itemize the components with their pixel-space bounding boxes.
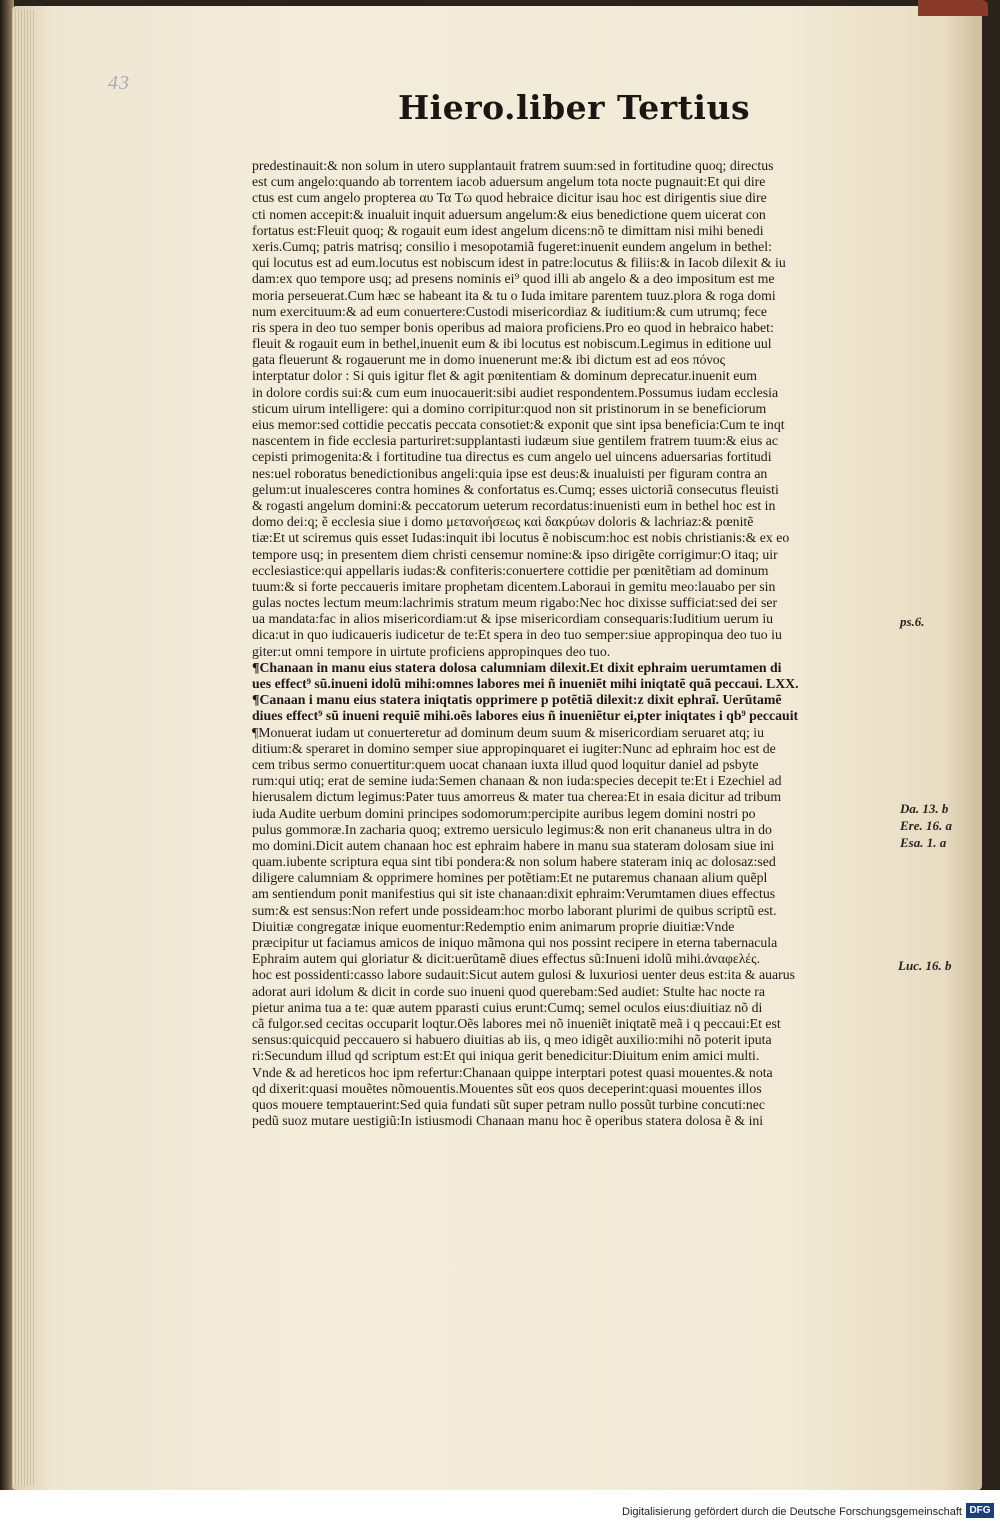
text-line: fortatus est:Fleuit quoq; & rogauit eum idest angelum dicens:nõ te dimittam nisi mihi benedi: [252, 222, 764, 238]
text-line: eius memor:sed cottidie peccatis peccata consotiet:& exponit que sint ipsa beneficia:Cum te inqt: [252, 417, 785, 432]
text-line: ¶Canaan i manu eius statera iniqtatis opprimere p potẽtiã dilexit:z dixit ephraĩ. Uerũtamẽ: [252, 692, 782, 708]
text-line: est cum angelo:quando ab torrentem iacob aduersum angelum tota nocte pugnauit:Et qui dire: [252, 174, 766, 190]
text-line: ¶Chanaan in manu eius statera dolosa calumniam dilexit.Et dixit ephraim uerumtamen di: [252, 659, 782, 675]
text-line: gulas noctes lectum meum:lachrimis stratum meum rigabo:Nec hoc dixisse sufficiat:sed dei ser: [252, 595, 778, 611]
text-line: predestinauit:& non solum in utero supplantauit fratrem suum:sed in fortitudine quoq; directus: [252, 158, 774, 173]
margin-note-ps6: ps.6.: [900, 614, 925, 629]
text-line: am sentiendum ponit manifestius qui sit iste chanaan:dixit ephraim:Verumtamen diues effectus: [252, 886, 776, 902]
text-line: pietur anima tua a te: quæ autem pparasti cuius erunt:Cumq; semel oculos eius:diuitiaz nõ di: [252, 999, 763, 1015]
text-line: ctus est cum angelo propterea αυ Τα Τω quod hebraice dicitur isau hoc est dirigentis siue dire: [252, 190, 767, 206]
margin-note-ezechiel: Ere. 16. a: [900, 818, 952, 833]
text-line: gelum:ut inualesceres contra homines & confortatus es.Cumq; esses uictoriã consecutus fleuisti: [252, 481, 779, 497]
margin-note-luke: Luc. 16. b: [898, 958, 952, 973]
footer-credit: Digitalisierung gefördert durch die Deutsche Forschungsgemeinschaft: [622, 1506, 962, 1518]
running-title: Hiero.liber Tertius: [398, 88, 751, 127]
page-edges: [12, 10, 34, 1485]
text-line: Ephraim autem qui gloriatur & dicit:uerũtamẽ diues effectus sũ:Inueni idolũ mihi.ἀναφελές.: [252, 951, 761, 967]
main-text-block: [252, 158, 897, 1129]
text-line: cã fulgor.sed cecitas occuparit loqtur.Oẽs labores mei nõ inueniẽt iniqtatẽ meã i q peccaui:Et est: [252, 1015, 781, 1031]
text-line: diues effect⁹ sũ inueni requiẽ mihi.oẽs labores eius ñ inueniẽtur ei,pter iniqtates i qb⁹ peccauit: [252, 708, 799, 724]
text-line: tiæ:Et ut sciremus quis esset Iudas:inquit ibi locutus ẽ nobiscum:hoc est nobis christianis:& ex eo: [252, 530, 790, 546]
text-line: sticum uirum intelligere: qui a domino corripitur:quod non sit pristinorum in se beneficiorum: [252, 400, 767, 416]
text-line: iuda Audite uerbum domini principes sodomorum:percipite auribus legem domini nostri po: [252, 805, 756, 821]
text-line: interptatur dolor : Si quis igitur flet & agit pœnitentiam & dominum deprecatur.inuenit eum: [252, 368, 758, 384]
text-line: in dolore cordis sui:& cum eum inuocauerit:sibi audiet respondentem.Possumus iudam ecclesia: [252, 384, 779, 400]
text-line: quos mouere temptauerint:Sed quia fundati sũt super petram nullo possũt turbine concuti:nec: [252, 1096, 766, 1112]
red-page-edge: [918, 0, 988, 16]
text-line: diligere calumniam & opprimere homines per potẽtiam:Et ne putaremus chanaan alium quẽpl: [252, 870, 768, 886]
dfg-logo: DFG: [966, 1503, 994, 1518]
text-line: ditium:& speraret in domino semper siue appropinquaret ei iugiter:Nunc ad ephraim hoc est de: [252, 740, 776, 756]
text-line: sensus:quicquid peccauero si habuero diuitias ab iis, q meo idigẽt auxilio:mihi nõ poterit iputa: [252, 1032, 772, 1048]
text-line: gata fleuerunt & rogauerunt me in domo inuenerunt me:& ibi dictum est ad eos πόνος: [252, 352, 726, 368]
text-line: tuum:& si forte peccaueris imitare prophetam dicentem.Laboraui in gemitu meo:lauabo per sin: [252, 578, 776, 594]
text-line: xeris.Cumq; patris matrisq; consilio i mesopotamiã fugeret:inuenit eundem angelum in bethel:: [252, 238, 772, 254]
text-line: cem tribus sermo conuertitur:quem uocat chanaan iuxta illud quod loquitur daniel ad psbyte: [252, 756, 759, 772]
text-line: ¶Monuerat iudam ut conuerteretur ad dominum deum suum & misericordiam seruaret atq; iu: [252, 724, 765, 740]
text-line: cepisti primogenita:& i fortitudine tua directus es cum angelo uel uincens aduersarias fortitudi: [252, 449, 772, 465]
text-line: Diuitiæ congregatæ inique euomentur:Redemptio enim animarum proprie diuitiæ:Vnde: [252, 918, 735, 934]
text-line: ua mandata:fac in alios misericordiam:ut & ipse misericordiam consequaris:Iuditium uerum iu: [252, 611, 774, 627]
text-line: ris spera in deo tuo semper bonis operibus ad maiora proficiens.Pro eo quod in hebraico habet:: [252, 319, 774, 335]
text-line: pulus gommoræ.In zacharia quoq; extremo uersiculo legimus:& non erit chananeus ultra in do: [252, 821, 772, 837]
text-line: cti nomen accepit:& inualuit inquit aduersum angelum:& eius benedictione quem uicerat con: [252, 206, 766, 222]
text-line: sum:& est sensus:Non refert unde possideam:hoc morbo laborant plurimi de quibus scriptũ est.: [252, 902, 777, 918]
text-line: giter:ut omni tempore in uirtute proficiens appropinques deo tuo.: [252, 643, 611, 659]
margin-note-daniel: Da. 13. b: [900, 801, 949, 816]
text-line: tempore usq; in presentem diem christi censemur nomine:& ipso dirigẽte corrigimur:O itaq; uir: [252, 546, 778, 562]
text-line: num exercituum:& ad eum conuertere:Custodi misericordiaz & iuditium:& cum utrumq; fece: [252, 303, 767, 319]
text-line: ecclesiastice:qui appellaris iudas:& confiteris:conuertere cottidie per pœnitẽtiam ad dominum: [252, 562, 769, 578]
text-line: nascentem in fide ecclesia parturiret:supplantasti iudæum siue gentilem fratrem tuum:& eius ac: [252, 433, 779, 449]
text-line: & rogasti angelum domini:& peccatorum ueterum recordatus:inuenisti eum in bethel hoc est in: [252, 497, 776, 513]
text-line: hoc est possidenti:casso labore sudauit:Sicut autem gulosi & luxuriosi uenter deus est:ita & auarus: [252, 967, 795, 983]
folio-number: 43: [108, 72, 130, 94]
text-line: Vnde & ad hereticos hoc ipm refertur:Chanaan quippe interptari potest quasi mouentes.& nota: [252, 1064, 773, 1080]
text-line: moria perseuerat.Cum hæc se habeant ita & tu o Iuda imitare parentem tuuz.plora & roga domi: [252, 287, 776, 303]
text-line: qd dixerit:quasi mouẽtes nõmouentis.Mouentes sũt eos quos deceperint:quasi mouentes illos: [252, 1080, 762, 1096]
text-line: rum:qui utiq; erat de semine iuda:Semen chanaan & non iuda:species decepit te:Et i Ezechiel ad: [252, 773, 782, 789]
text-line: fleuit & rogauit eum in bethel,inuenit eum & ibi locutus est nobiscum.Legimus in editione uul: [252, 336, 772, 352]
text-line: ues effect⁹ sũ.inueni idolũ mihi:omnes labores mei ñ inueniẽt mihi iniqtatẽ quã peccaui. LXX.: [252, 676, 799, 691]
text-line: dam:ex quo tempore usq; ad presens nominis ei⁹ quod illi ab angelo & a deo impositum est me: [252, 271, 775, 287]
text-line: mo domini.Dicit autem chanaan hoc est ephraim habere in manu sua stateram dolosam siue ini: [252, 837, 775, 853]
text-line: dica:ut in quo iudicaueris iudicetur de te:Et spera in deo tuo semper:siue appropinqua deo tuo iu: [252, 627, 782, 643]
text-line: adorat auri idolum & dicit in corde suo inueni quod querebam:Sed audiet: Stulte hac nocte ra: [252, 983, 766, 999]
text-line: quam.iubente scriptura equa sint tibi pondera:& non solum habere stateram iniq ac dolosaz:sed: [252, 854, 776, 870]
text-line: pedũ suoz mutare uestigiũ:In istiusmodi Chanaan manu hoc ẽ operibus statera dolosa ẽ & ini: [252, 1113, 764, 1129]
margin-note-esaia: Esa. 1. a: [900, 835, 947, 850]
text-line: nes:uel roboratus benedictionibus angeli:quia ipse est deus:& inualuisti per figuram contra an: [252, 465, 768, 481]
text-line: domo dei:q; ẽ ecclesia siue i domo μετανοήσεως καὶ δακρύων doloris & lachriaz:& pœnitẽ: [252, 514, 754, 530]
text-line: ri:Secundum illud qd scriptum est:Et qui iniqua gerit benedicitur:Diuitum enim amici multi.: [252, 1048, 760, 1064]
text-line: præcipitur ut faciamus amicos de iniquo mãmona qui nos possint recipere in eterna tabernacula: [252, 935, 778, 950]
text-line: hierusalem dictum legimus:Pater tuus amorreus & mater tua cherea:Et in esaia dicitur ad tribum: [252, 789, 782, 805]
text-line: qui locutus est ad eum.locutus est nobiscum idest in patre:locutus & filiis:& in Iacob dilexit & iu: [252, 255, 786, 271]
